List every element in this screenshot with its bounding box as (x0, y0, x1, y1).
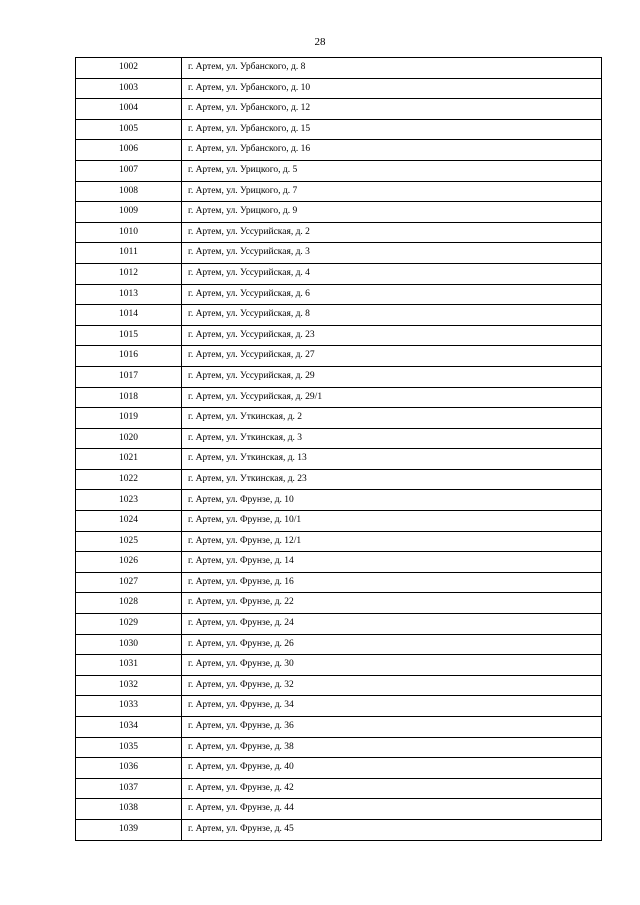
table-row (76, 99, 602, 120)
table-row (76, 305, 602, 326)
table-row (76, 449, 602, 470)
address-cell: г. Артем, ул. Фрунзе, д. 10/1 (182, 511, 602, 532)
table-row (76, 222, 602, 243)
row-number-cell: 1002 (76, 58, 182, 79)
address-cell: г. Артем, ул. Фрунзе, д. 26 (182, 634, 602, 655)
address-cell: г. Артем, ул. Урбанского, д. 12 (182, 99, 602, 120)
table-row (76, 655, 602, 676)
row-number-cell: 1022 (76, 469, 182, 490)
row-number-cell: 1035 (76, 737, 182, 758)
address-cell: г. Артем, ул. Фрунзе, д. 24 (182, 614, 602, 635)
table-row (76, 531, 602, 552)
address-cell: г. Артем, ул. Уссурийская, д. 23 (182, 325, 602, 346)
table-row (76, 325, 602, 346)
address-cell: г. Артем, ул. Урбанского, д. 8 (182, 58, 602, 79)
table-row (76, 202, 602, 223)
table-row (76, 428, 602, 449)
address-cell: г. Артем, ул. Фрунзе, д. 12/1 (182, 531, 602, 552)
address-cell: г. Артем, ул. Фрунзе, д. 16 (182, 572, 602, 593)
row-number-cell: 1017 (76, 366, 182, 387)
address-cell: г. Артем, ул. Фрунзе, д. 42 (182, 778, 602, 799)
row-number-cell: 1033 (76, 696, 182, 717)
address-cell: г. Артем, ул. Фрунзе, д. 10 (182, 490, 602, 511)
row-number-cell: 1032 (76, 675, 182, 696)
row-number-cell: 1006 (76, 140, 182, 161)
table-row (76, 263, 602, 284)
address-cell: г. Артем, ул. Урицкого, д. 5 (182, 160, 602, 181)
row-number-cell: 1007 (76, 160, 182, 181)
address-cell: г. Артем, ул. Урицкого, д. 7 (182, 181, 602, 202)
table-row (76, 819, 602, 840)
row-number-cell: 1023 (76, 490, 182, 511)
row-number-cell: 1029 (76, 614, 182, 635)
table-row (76, 387, 602, 408)
address-cell: г. Артем, ул. Уссурийская, д. 29 (182, 366, 602, 387)
address-cell: г. Артем, ул. Уссурийская, д. 27 (182, 346, 602, 367)
table-row (76, 737, 602, 758)
table-row (76, 58, 602, 79)
row-number-cell: 1038 (76, 799, 182, 820)
row-number-cell: 1025 (76, 531, 182, 552)
address-cell: г. Артем, ул. Фрунзе, д. 45 (182, 819, 602, 840)
address-table (75, 57, 602, 841)
row-number-cell: 1027 (76, 572, 182, 593)
table-row (76, 284, 602, 305)
address-cell: г. Артем, ул. Фрунзе, д. 40 (182, 758, 602, 779)
table-row (76, 717, 602, 738)
row-number-cell: 1024 (76, 511, 182, 532)
table-row (76, 366, 602, 387)
row-number-cell: 1009 (76, 202, 182, 223)
address-cell: г. Артем, ул. Фрунзе, д. 30 (182, 655, 602, 676)
table-row (76, 593, 602, 614)
row-number-cell: 1010 (76, 222, 182, 243)
row-number-cell: 1015 (76, 325, 182, 346)
table-row (76, 552, 602, 573)
row-number-cell: 1036 (76, 758, 182, 779)
address-cell: г. Артем, ул. Фрунзе, д. 34 (182, 696, 602, 717)
table-row (76, 346, 602, 367)
table-row (76, 119, 602, 140)
page-number: 28 (314, 36, 326, 48)
row-number-cell: 1020 (76, 428, 182, 449)
address-cell: г. Артем, ул. Уткинская, д. 2 (182, 408, 602, 429)
row-number-cell: 1026 (76, 552, 182, 573)
row-number-cell: 1016 (76, 346, 182, 367)
row-number-cell: 1003 (76, 78, 182, 99)
address-cell: г. Артем, ул. Урбанского, д. 10 (182, 78, 602, 99)
address-cell: г. Артем, ул. Урбанского, д. 15 (182, 119, 602, 140)
row-number-cell: 1014 (76, 305, 182, 326)
address-cell: г. Артем, ул. Фрунзе, д. 44 (182, 799, 602, 820)
table-row (76, 778, 602, 799)
row-number-cell: 1005 (76, 119, 182, 140)
address-cell: г. Артем, ул. Уссурийская, д. 3 (182, 243, 602, 264)
row-number-cell: 1012 (76, 263, 182, 284)
table-row (76, 181, 602, 202)
row-number-cell: 1019 (76, 408, 182, 429)
address-cell: г. Артем, ул. Уткинская, д. 13 (182, 449, 602, 470)
table-row (76, 78, 602, 99)
address-cell: г. Артем, ул. Уссурийская, д. 2 (182, 222, 602, 243)
table-row (76, 799, 602, 820)
address-cell: г. Артем, ул. Урицкого, д. 9 (182, 202, 602, 223)
table-row (76, 675, 602, 696)
row-number-cell: 1018 (76, 387, 182, 408)
row-number-cell: 1004 (76, 99, 182, 120)
row-number-cell: 1008 (76, 181, 182, 202)
address-cell: г. Артем, ул. Урбанского, д. 16 (182, 140, 602, 161)
address-cell: г. Артем, ул. Уткинская, д. 3 (182, 428, 602, 449)
address-cell: г. Артем, ул. Уссурийская, д. 29/1 (182, 387, 602, 408)
table-row (76, 614, 602, 635)
address-cell: г. Артем, ул. Фрунзе, д. 22 (182, 593, 602, 614)
row-number-cell: 1031 (76, 655, 182, 676)
row-number-cell: 1039 (76, 819, 182, 840)
address-cell: г. Артем, ул. Уссурийская, д. 6 (182, 284, 602, 305)
table-row (76, 140, 602, 161)
table-row (76, 469, 602, 490)
table-row (76, 243, 602, 264)
address-cell: г. Артем, ул. Уссурийская, д. 4 (182, 263, 602, 284)
address-table-body (76, 58, 602, 841)
row-number-cell: 1011 (76, 243, 182, 264)
row-number-cell: 1013 (76, 284, 182, 305)
row-number-cell: 1034 (76, 717, 182, 738)
table-row (76, 696, 602, 717)
address-cell: г. Артем, ул. Фрунзе, д. 38 (182, 737, 602, 758)
row-number-cell: 1030 (76, 634, 182, 655)
row-number-cell: 1037 (76, 778, 182, 799)
address-cell: г. Артем, ул. Уссурийская, д. 8 (182, 305, 602, 326)
address-cell: г. Артем, ул. Фрунзе, д. 14 (182, 552, 602, 573)
table-row (76, 511, 602, 532)
row-number-cell: 1028 (76, 593, 182, 614)
row-number-cell: 1021 (76, 449, 182, 470)
table-row (76, 490, 602, 511)
address-cell: г. Артем, ул. Уткинская, д. 23 (182, 469, 602, 490)
table-row (76, 572, 602, 593)
table-row (76, 160, 602, 181)
table-row (76, 634, 602, 655)
address-cell: г. Артем, ул. Фрунзе, д. 36 (182, 717, 602, 738)
table-row (76, 408, 602, 429)
table-row (76, 758, 602, 779)
address-cell: г. Артем, ул. Фрунзе, д. 32 (182, 675, 602, 696)
